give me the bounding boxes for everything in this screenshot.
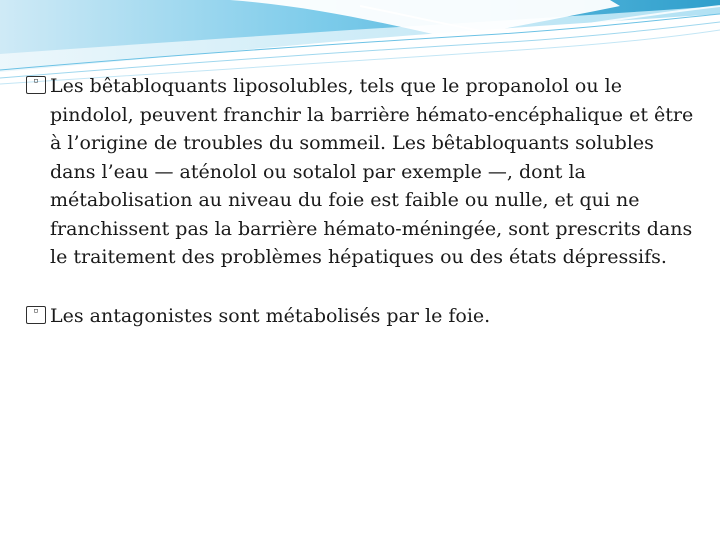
bullet-text-1: Les bêtabloquants liposolubles, tels que le propanolol ou le pindolol, peuvent franchir la barrière hémato-encéphalique et être à l’origine de troubles du sommeil. Les bêtabloquants solubles dans l’eau — aténolol ou sotalol par exemple —, dont la métabolisation au niveau du foie est faible ou nulle, et qui ne franchissent pas la barrière hémato-méningée, sont prescrits dans le traitement des problèmes hépatiques ou des états dépressifs.	[50, 75, 694, 268]
missing-glyph-bullet-icon: ▫	[26, 76, 46, 94]
missing-glyph-bullet-icon: ▫	[26, 306, 46, 324]
bullet-text-2: Les antagonistes sont métabolisés par le foie.	[50, 304, 491, 327]
bullet-item-2	[26, 302, 696, 331]
slide-content	[26, 72, 696, 330]
bullet-item-1	[26, 72, 696, 272]
